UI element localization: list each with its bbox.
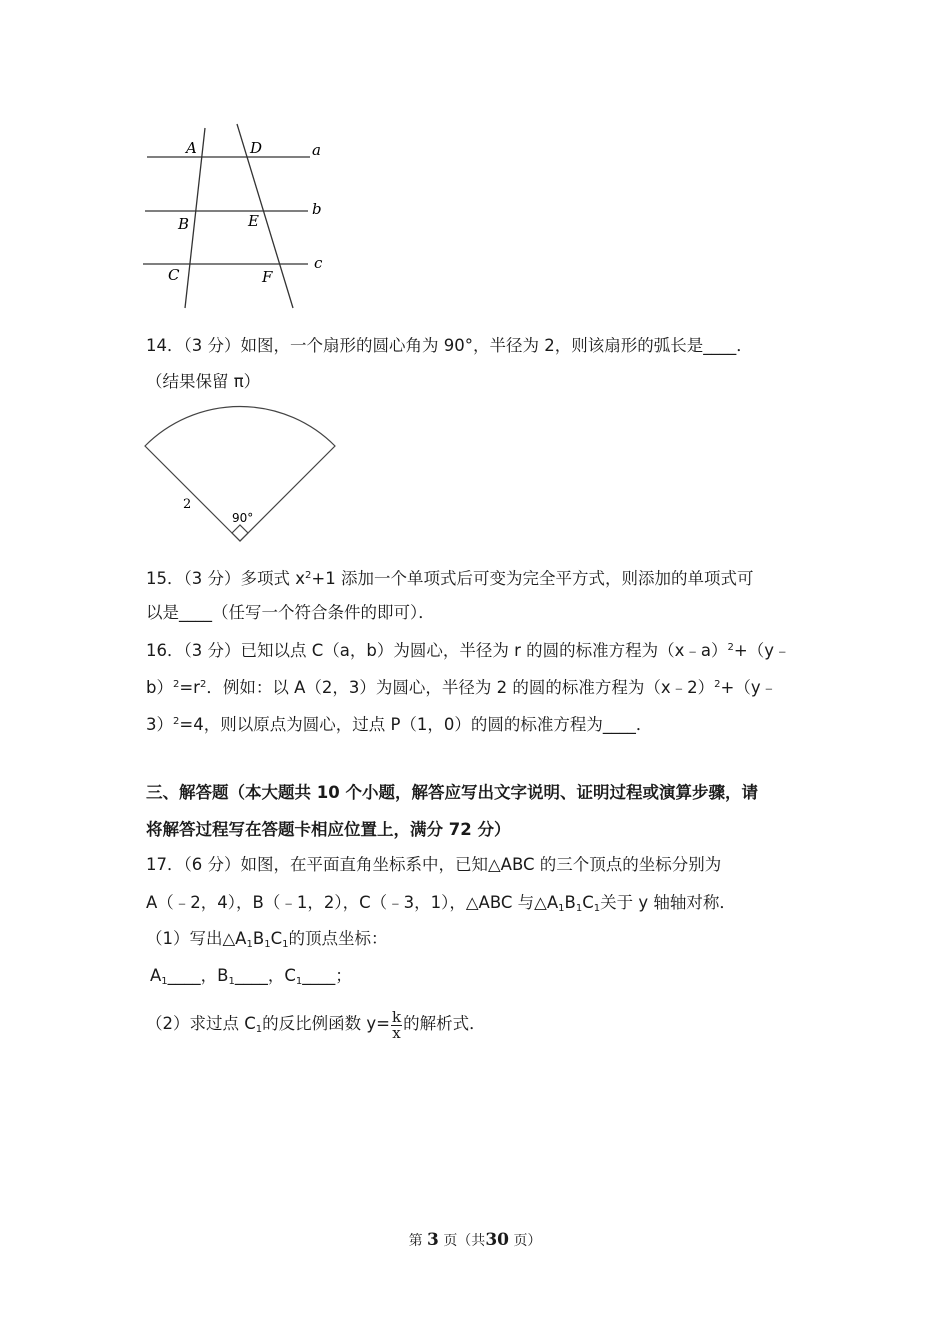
q17-answer-blanks: $A_1\_\_\_\_$，$B_1\_\_\_\_$，$C_1\_\_\_\_$； [150, 966, 352, 987]
label-B: B [178, 215, 190, 233]
parallel-lines-figure [136, 118, 336, 313]
q17-line2: A（﹣2，4），B（﹣1，2），C（﹣3，1），△ABC 与$\triangle A_1B_1C_1$关于 y 轴轴对称． [146, 893, 736, 914]
label-b: b [312, 200, 322, 218]
q14-line2: （结果保留 π） [146, 372, 261, 391]
page-footer: 第 3 页（共30 页） [408, 1230, 542, 1250]
q17-part2: （2）求过点 $C_1$的反比例函数 y= $\frac{k}{x}$ 的解析式． [146, 1008, 486, 1042]
sector-figure [140, 384, 340, 546]
q17-part1: （1）写出$\triangle A_1B_1C_1$的顶点坐标： [146, 929, 388, 950]
right-angle-mark [232, 525, 248, 541]
section3-heading-line1: 三、解答题（本大题共 10 个小题，解答应写出文字说明、证明过程或演算步骤，请 [146, 783, 758, 802]
label-F: F [262, 268, 273, 286]
radius-label: 2 [183, 497, 192, 512]
section3-heading-line2: 将解答过程写在答题卡相应位置上，满分 72 分） [146, 820, 511, 839]
q15-line2: 以是____（任写一个符合条件的即可）． [146, 603, 435, 622]
label-D: D [250, 139, 263, 157]
q15-line1: 15．（3 分）多项式 $x^2+1$ 添加一个单项式后可变为完全平方式，则添加的单项式可 [146, 569, 754, 588]
q14-line1: 14．（3 分）如图，一个扇形的圆心角为 90°，半径为 2，则该扇形的弧长是____． [146, 336, 753, 355]
q17-line1: 17．（6 分）如图，在平面直角坐标系中，已知△ABC 的三个顶点的坐标分别为 [146, 855, 722, 874]
label-A: A [186, 139, 197, 157]
q16-line3: 3）$^2$=4，则以原点为圆心，过点 P（1，0）的圆的标准方程为____． [146, 715, 653, 734]
label-C: C [168, 266, 180, 284]
page-number: 3 [427, 1230, 439, 1250]
label-a: a [312, 141, 321, 159]
q16-line2: $b)^2=r^2$．例如：以 A（2，3）为圆心，半径为 2 的圆的标准方程为（x﹣2）$^2$+（y﹣ [146, 678, 778, 697]
label-E: E [248, 212, 259, 230]
fraction-k-over-x: $\frac{k}{x}$ [391, 1008, 402, 1042]
label-c: c [314, 254, 323, 272]
q16-line1: 16．（3 分）已知以点 C（a，b）为圆心，半径为 r 的圆的标准方程为（x﹣a）$^2$+（y﹣ [146, 641, 791, 660]
angle-label: 90° [232, 511, 254, 525]
page-total: 30 [485, 1230, 509, 1250]
